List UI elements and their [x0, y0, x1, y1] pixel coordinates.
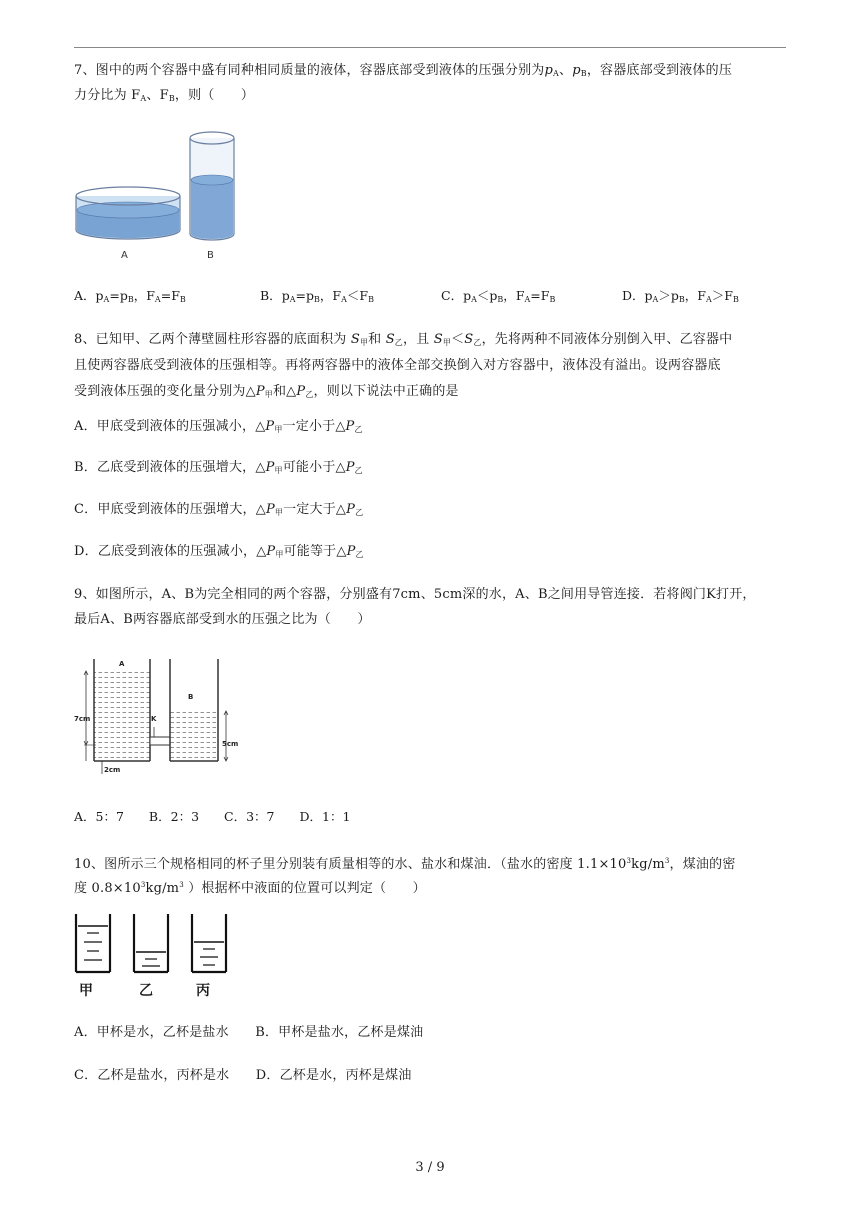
q9-figure — [74, 655, 244, 780]
q7-option-c: C．$p_A<p_B$，$F_A=F_B$ — [441, 288, 556, 304]
header-rule — [74, 47, 786, 48]
fig-label-b: B — [207, 250, 214, 261]
svg-text:B: B — [188, 693, 194, 701]
cup-label-bing: 丙 — [196, 983, 210, 999]
q7-option-a: A．$p_A=p_B$，$F_A=F_B$ — [74, 288, 186, 304]
q8-option-c: C．甲底受到液体的压强增大，$\triangle P_甲$一定大于$\triangle P_乙$ — [74, 502, 364, 517]
cup-bing — [192, 914, 226, 972]
q10-options-ab: A．甲杯是水，乙杯是盐水 B．甲杯是盐水，乙杯是煤油 — [74, 1025, 424, 1040]
q10-options-cd: C．乙杯是盐水，丙杯是水 D．乙杯是水，丙杯是煤油 — [74, 1068, 412, 1083]
q8-option-b: B．乙底受到液体的压强增大，$\triangle P_甲$可能小于$\triangle P_乙$ — [74, 460, 363, 475]
q7-text-line2: 力分比为 $F_A$、$F_B$，则（ ） — [74, 88, 255, 103]
cup-jia — [76, 914, 110, 972]
cup-yi — [134, 914, 168, 972]
fig-label-a: A — [121, 250, 128, 261]
svg-text:K: K — [151, 715, 157, 723]
cup-label-jia: 甲 — [79, 983, 93, 999]
q7-option-b: B．$p_A=p_B$，$F_A<F_B$ — [260, 288, 374, 304]
q8-text-line2: 且使两容器底受到液体的压强相等。再将两容器中的液体全部交换倒入对方容器中，液体没有溢出。设两容器底 — [74, 358, 721, 373]
q9-text-line2: 最后A、B两容器底部受到水的压强之比为（ ） — [74, 612, 371, 627]
cup-label-yi: 乙 — [139, 983, 153, 999]
q8-text-line3: 受到液体压强的变化量分别为$\triangle P_甲$和$\triangle P_乙$，则以下说法中正确的是 — [74, 384, 459, 399]
q8-option-d: D．乙底受到液体的压强减小，$\triangle P_甲$可能等于$\triangle P_乙$ — [74, 544, 364, 559]
container-a-water — [94, 671, 150, 761]
container-b-liquid — [191, 180, 233, 239]
q10-figure — [74, 912, 234, 1004]
q7-figure — [74, 128, 244, 264]
q10-text-line1: 10、图所示三个规格相同的杯子里分别装有质量相等的水、盐水和煤油．（盐水的密度 $1.1\times 10^3kg/m^3$，煤油的密 — [74, 857, 736, 872]
q9-options: A．5：7 B．2：3 C．3：7 D．1：1 — [74, 809, 351, 824]
q10-text-line2: 度 $0.8\times 10^3kg/m^3$ ）根据杯中液面的位置可以判定（ ） — [74, 881, 426, 896]
svg-text:7cm: 7cm — [74, 715, 91, 723]
container-b-water — [170, 711, 218, 761]
svg-text:A: A — [119, 660, 125, 668]
page-number: 3 / 9 — [415, 1160, 445, 1175]
q8-option-a: A．甲底受到液体的压强减小，$\triangle P_甲$一定小于$\triangle P_乙$ — [74, 419, 363, 434]
q9-text-line1: 9、如图所示，A、B为完全相同的两个容器，分别盛有7cm、5cm深的水，A、B之间用导管连接．若将阀门K打开， — [74, 587, 756, 602]
svg-text:5cm: 5cm — [222, 740, 239, 748]
q8-text-line1: 8、已知甲、乙两个薄壁圆柱形容器的底面积为 $S_甲$和 $S_乙$，且 $S_甲<S_乙$，先将两种不同液体分别倒入甲、乙容器中 — [74, 332, 733, 347]
svg-text:2cm: 2cm — [104, 766, 121, 774]
q7-text-line1: 7、图中的两个容器中盛有同种相同质量的液体，容器底部受到液体的压强分别为$p_A$、$p_B$，容器底部受到液体的压 — [74, 63, 733, 78]
q7-option-d: D．$p_A>p_B$，$F_A>F_B$ — [622, 288, 739, 304]
